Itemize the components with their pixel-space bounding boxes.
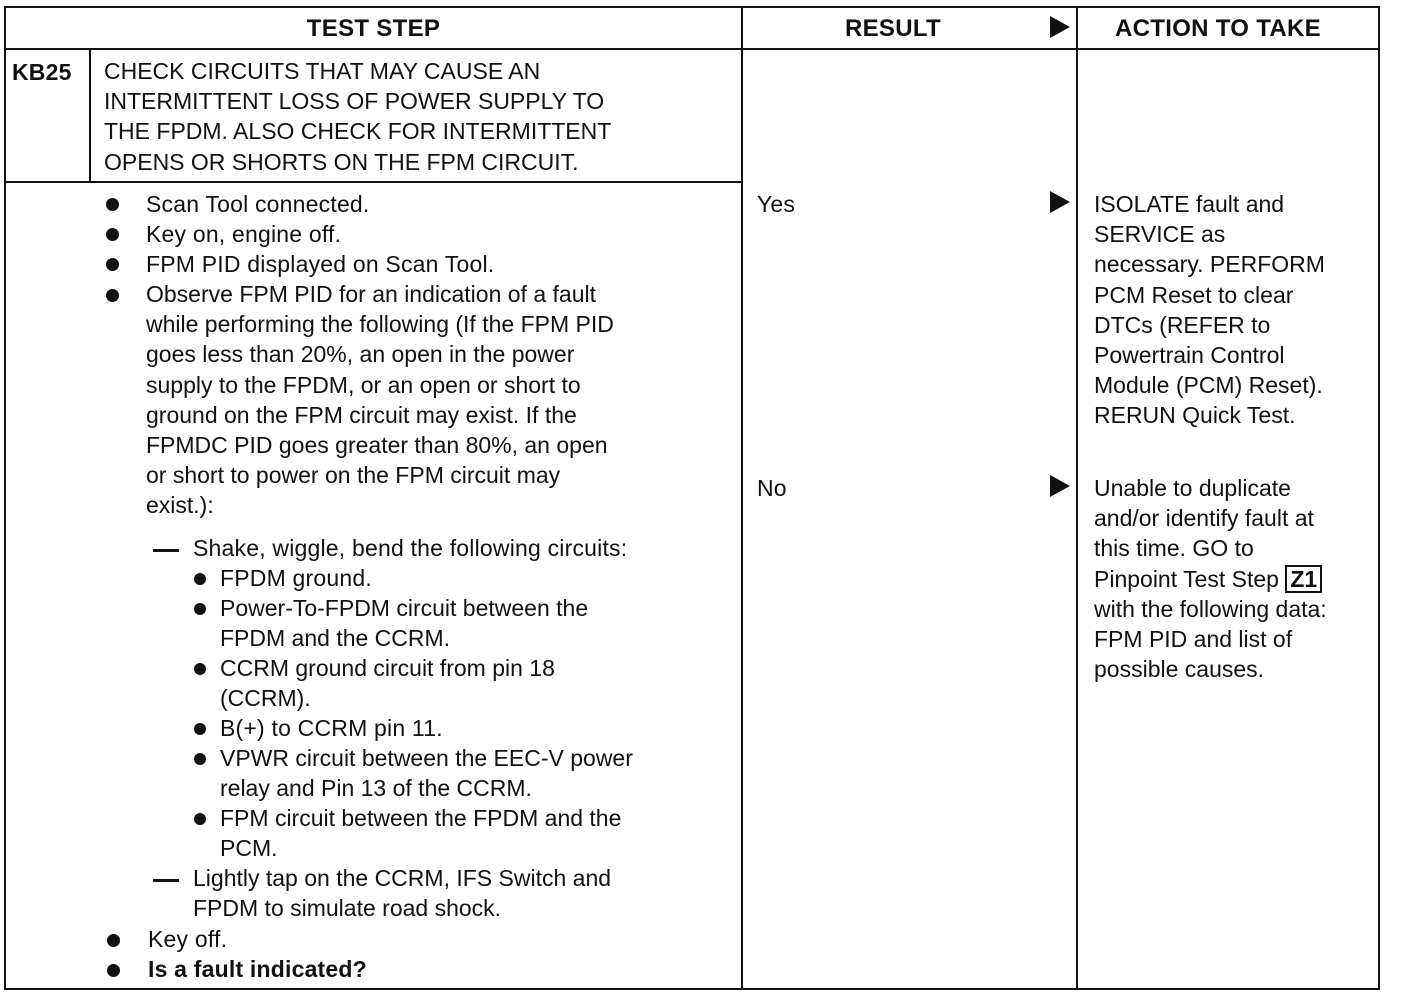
- sub-bullet-icon: [194, 573, 206, 585]
- observe-instruction: [146, 279, 614, 521]
- action-yes-line: SERVICE as: [1094, 221, 1226, 248]
- header-action: ACTION TO TAKE: [1115, 15, 1321, 42]
- procedure-bullet-key-off: Key off.: [148, 926, 228, 952]
- step-title-line: INTERMITTENT LOSS OF POWER SUPPLY TO: [104, 88, 605, 115]
- action-yes-line: Module (PCM) Reset).: [1094, 372, 1323, 399]
- step-id-divider: [89, 48, 91, 182]
- bullet-icon: [106, 228, 119, 241]
- observe-line: goes less than 20%, an open in the power: [146, 341, 575, 368]
- arrow-yes-icon: [1050, 191, 1070, 213]
- step-title-line: CHECK CIRCUITS THAT MAY CAUSE AN: [104, 58, 541, 84]
- procedure-bullet: Scan Tool connected.: [146, 191, 370, 217]
- sub-item: FPDM ground.: [220, 565, 372, 591]
- action-no-line: FPM PID and list of: [1094, 626, 1293, 653]
- sub-item-line: (CCRM).: [220, 685, 311, 712]
- observe-line: exist.):: [146, 492, 214, 519]
- result-yes: Yes: [757, 191, 796, 217]
- column-divider-test-result: [741, 6, 743, 990]
- sub-item-line: VPWR circuit between the EEC-V power: [220, 745, 633, 771]
- arrow-no-icon: [1050, 475, 1070, 497]
- result-no: No: [757, 475, 787, 501]
- observe-line: or short to power on the FPM circuit may: [146, 462, 561, 489]
- sub-item-line: relay and Pin 13 of the CCRM.: [220, 775, 532, 802]
- sub-item-line: PCM.: [220, 835, 278, 862]
- action-no-line: this time. GO to: [1094, 535, 1254, 562]
- action-no-line: Unable to duplicate: [1094, 475, 1291, 501]
- step-title-divider: [4, 181, 743, 183]
- column-divider-result-action: [1076, 6, 1078, 990]
- action-yes-line: DTCs (REFER to: [1094, 311, 1271, 338]
- observe-line: while performing the following (If the FPM PID: [146, 311, 614, 338]
- sub-bullet-icon: [194, 663, 206, 675]
- sub-item: [220, 803, 621, 863]
- action-no: [1094, 473, 1327, 684]
- bullet-icon: [107, 964, 120, 977]
- sub-item-line: Power-To-FPDM circuit between the: [220, 595, 589, 621]
- step-title-line: OPENS OR SHORTS ON THE FPM CIRCUIT.: [104, 148, 579, 175]
- sub-item: [220, 653, 555, 713]
- observe-line: FPMDC PID goes greater than 80%, an open: [146, 432, 608, 459]
- header-divider: [4, 48, 1380, 50]
- dash-icon: [153, 879, 179, 882]
- sub-item-line: FPM circuit between the FPDM and the: [220, 805, 622, 831]
- action-yes-line: Powertrain Control: [1094, 342, 1285, 369]
- question: Is a fault indicated?: [148, 956, 367, 982]
- bullet-icon: [106, 198, 119, 211]
- header-result: RESULT: [844, 15, 942, 42]
- sub-item: [220, 743, 633, 803]
- dash-icon: [153, 549, 179, 552]
- dash-item-line: Lightly tap on the CCRM, IFS Switch and: [193, 865, 612, 891]
- bullet-icon: [107, 934, 120, 947]
- dash-item-shake: Shake, wiggle, bend the following circuits:: [193, 535, 628, 561]
- sub-bullet-icon: [194, 603, 206, 615]
- dash-item-tap: [193, 863, 611, 923]
- action-yes-line: PCM Reset to clear: [1094, 281, 1294, 308]
- header-test-step: TEST STEP: [306, 15, 441, 42]
- observe-line: Observe FPM PID for an indication of a fault: [146, 281, 596, 307]
- observe-line: supply to the FPDM, or an open or short to: [146, 371, 581, 398]
- step-title: [104, 56, 611, 177]
- sub-bullet-icon: [194, 723, 206, 735]
- step-id: KB25: [12, 59, 72, 85]
- procedure-bullet: FPM PID displayed on Scan Tool.: [146, 251, 495, 277]
- action-yes-line: ISOLATE fault and: [1094, 191, 1285, 217]
- step-title-line: THE FPDM. ALSO CHECK FOR INTERMITTENT: [104, 118, 612, 145]
- action-yes-line: RERUN Quick Test.: [1094, 402, 1296, 429]
- pinpoint-prefix: Pinpoint Test Step: [1094, 565, 1279, 592]
- dash-item-line: FPDM to simulate road shock.: [193, 895, 502, 922]
- sub-bullet-icon: [194, 813, 206, 825]
- action-no-line: with the following data:: [1094, 595, 1327, 622]
- sub-item-line: FPDM and the CCRM.: [220, 625, 451, 652]
- action-yes: [1094, 189, 1325, 431]
- action-no-pinpoint: [1094, 564, 1327, 594]
- sub-item-line: CCRM ground circuit from pin 18: [220, 655, 555, 681]
- header-arrow-icon: [1050, 16, 1070, 38]
- bullet-icon: [106, 289, 119, 302]
- sub-item: B(+) to CCRM pin 11.: [220, 715, 443, 741]
- procedure-bullet: Key on, engine off.: [146, 221, 342, 247]
- action-no-line: possible causes.: [1094, 656, 1265, 683]
- action-yes-line: necessary. PERFORM: [1094, 251, 1325, 278]
- action-no-line: and/or identify fault at: [1094, 505, 1314, 532]
- sub-bullet-icon: [194, 753, 206, 765]
- sub-item: [220, 593, 588, 653]
- observe-line: ground on the FPM circuit may exist. If the: [146, 401, 577, 428]
- pinpoint-step-link[interactable]: Z1: [1285, 565, 1322, 593]
- bullet-icon: [106, 258, 119, 271]
